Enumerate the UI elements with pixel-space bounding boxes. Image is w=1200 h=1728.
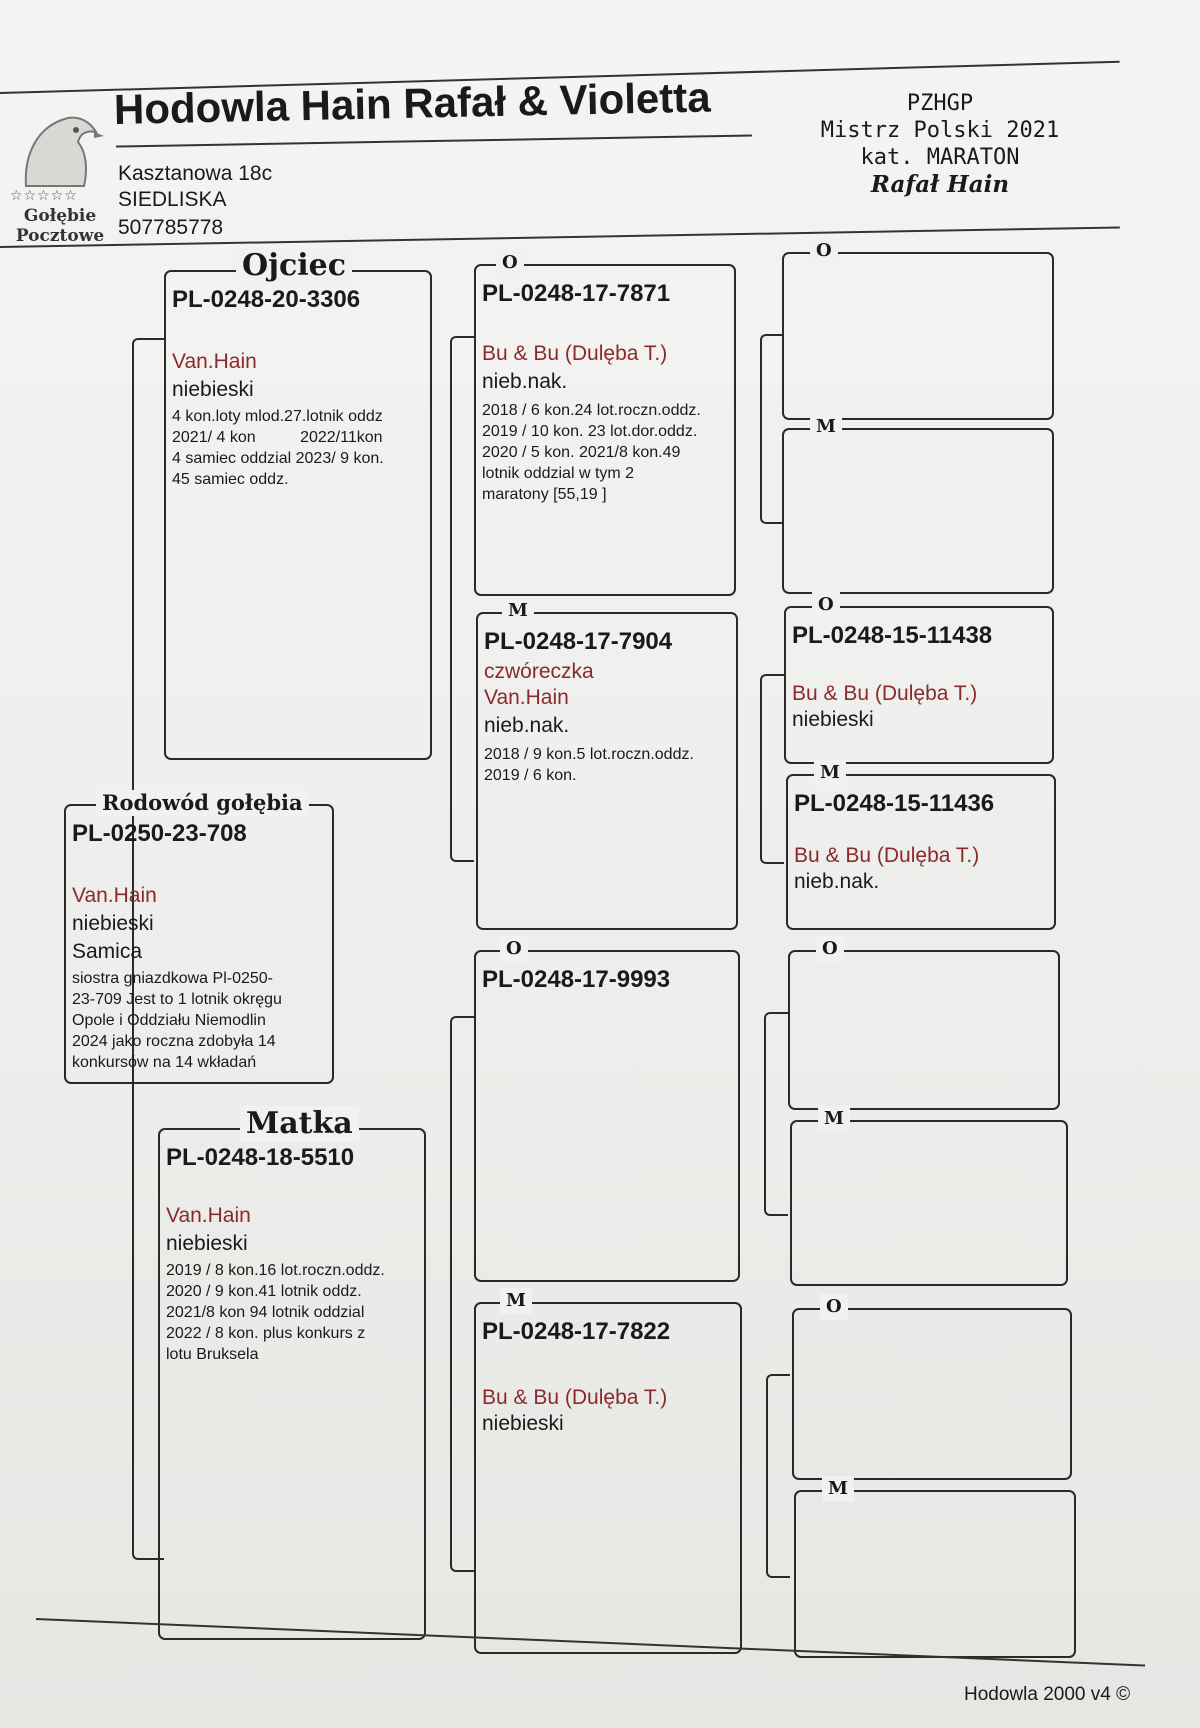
breeder-signature: Rafał Hain [870, 171, 1010, 198]
mother-note-5: lotu Bruksela [166, 1346, 259, 1363]
mother-card[interactable] [158, 1106, 426, 1640]
ggp-6-legend: M [818, 1106, 850, 1132]
award-category: kat. MARATON [860, 145, 1020, 170]
software-credit: Hodowla 2000 v4 © [964, 1684, 1131, 1705]
ff-card[interactable] [474, 252, 736, 596]
ggp-4-color: nieb.nak. [794, 870, 880, 893]
address-city: SIEDLISKA [118, 188, 227, 211]
father-ring: PL-0248-20-3306 [172, 286, 361, 313]
mother-note-2: 2020 / 9 kon.41 lotnik oddz. [166, 1283, 362, 1300]
mother-note-1: 2019 / 8 kon.16 lot.roczn.oddz. [166, 1262, 385, 1279]
mm-legend: M [500, 1288, 532, 1314]
father-note-1: 4 kon.loty mlod.27.lotnik oddz [172, 408, 383, 425]
mother-note-3: 2021/8 kon 94 lotnik oddzial [166, 1304, 365, 1321]
subject-note-4: 2024 jako roczna zdobyła 14 [72, 1033, 276, 1050]
connector-ff [760, 334, 784, 524]
fm-breeder: Van.Hain [484, 686, 569, 709]
connector-father [450, 336, 474, 862]
ggp-3-legend: O [812, 592, 840, 618]
award-title: Mistrz Polski 2021 [820, 118, 1060, 143]
subject-note-5: konkursów na 14 wkładań [72, 1054, 257, 1071]
subject-note-1: siostra gniazdkowa Pl-0250- [72, 970, 273, 987]
ff-note-3: 2020 / 5 kon. 2021/8 kon.49 [482, 444, 681, 461]
mother-ring: PL-0248-18-5510 [166, 1144, 355, 1171]
ggp-card-3[interactable] [784, 594, 1054, 764]
ggp-card-4[interactable] [786, 762, 1056, 930]
ggp-card-1[interactable] [782, 240, 1054, 420]
award-block [820, 90, 1060, 198]
fm-color: nieb.nak. [484, 714, 570, 737]
fm-legend: M [502, 598, 534, 624]
mm-card[interactable] [474, 1290, 742, 1654]
ggp-card-2[interactable] [782, 416, 1054, 594]
subject-card[interactable] [64, 790, 334, 1084]
subject-note-3: Opole i Oddziału Niemodlin [72, 1012, 266, 1029]
ff-note-2: 2019 / 10 kon. 23 lot.dor.oddz. [482, 423, 698, 440]
fm-name: czwóreczka [484, 660, 594, 683]
mother-breeder: Van.Hain [166, 1204, 251, 1227]
ggp-5-legend: O [816, 936, 844, 962]
ff-note-4: lotnik oddzial w tym 2 [482, 465, 635, 482]
mm-color: niebieski [482, 1412, 564, 1435]
mf-legend: O [500, 936, 528, 962]
ff-note-1: 2018 / 6 kon.24 lot.roczn.oddz. [482, 402, 701, 419]
address-street: Kasztanowa 18c [118, 162, 273, 185]
ff-legend: O [496, 250, 524, 276]
connector-fm [760, 674, 784, 864]
ff-note-5: maratony [55,19 ] [482, 486, 607, 503]
ggp-3-breeder: Bu & Bu (Dulęba T.) [792, 682, 978, 705]
ggp-4-breeder: Bu & Bu (Dulęba T.) [794, 844, 980, 867]
subject-note-2: 23-709 Jest to 1 lotnik okręgu [72, 991, 282, 1008]
fm-card[interactable] [476, 600, 738, 930]
logo-text-line2: Pocztowe [15, 226, 105, 246]
mf-ring: PL-0248-17-9993 [482, 966, 671, 993]
father-note-3: 4 samiec oddzial 2023/ 9 kon. [172, 450, 384, 467]
address-phone: 507785778 [118, 216, 224, 239]
ff-breeder: Bu & Bu (Dulęba T.) [482, 342, 668, 365]
connector-mf [764, 1012, 788, 1216]
ggp-card-5[interactable] [788, 938, 1060, 1110]
connector-mm [766, 1374, 790, 1578]
ggp-7-legend: O [820, 1294, 848, 1320]
father-breeder: Van.Hain [172, 350, 257, 373]
ggp-8-legend: M [822, 1476, 854, 1502]
ggp-4-ring: PL-0248-15-11436 [794, 790, 995, 817]
ggp-3-color: niebieski [792, 708, 874, 731]
subject-sex: Samica [72, 940, 143, 963]
fm-note-1: 2018 / 9 kon.5 lot.roczn.oddz. [484, 746, 694, 763]
ggp-2-legend: M [810, 414, 842, 440]
ggp-1-legend: O [810, 238, 838, 264]
subject-color: niebieski [72, 912, 154, 935]
pigeon-head-icon [6, 106, 106, 190]
ggp-card-7[interactable] [792, 1296, 1072, 1480]
connector-mother [450, 1016, 474, 1572]
father-card[interactable] [164, 248, 432, 760]
mother-legend: Matka [240, 1106, 359, 1142]
title-underline [116, 134, 752, 147]
ggp-card-8[interactable] [794, 1478, 1076, 1658]
mother-note-4: 2022 / 8 kon. plus konkurs z [166, 1325, 366, 1342]
org-name: PZHGP [906, 91, 974, 116]
loft-title: Hodowla Hain Rafał & Violetta [113, 73, 712, 133]
mm-breeder: Bu & Bu (Dulęba T.) [482, 1386, 668, 1409]
rating-stars: ☆☆☆☆☆ [10, 188, 78, 204]
father-note-4: 45 samiec oddz. [172, 471, 289, 488]
father-legend: Ojciec [236, 248, 352, 284]
subject-breeder: Van.Hain [72, 884, 157, 907]
father-note-2: 2021/ 4 kon 2022/11kon [172, 429, 383, 446]
fm-note-2: 2019 / 6 kon. [484, 767, 577, 784]
ggp-4-legend: M [814, 760, 846, 786]
ff-ring: PL-0248-17-7871 [482, 280, 671, 307]
pigeon-logo [6, 106, 110, 248]
mf-card[interactable] [474, 938, 740, 1282]
ff-color: nieb.nak. [482, 370, 568, 393]
subject-legend: Rodowód gołębia [96, 790, 309, 816]
ggp-card-6[interactable] [790, 1108, 1068, 1286]
ggp-3-ring: PL-0248-15-11438 [792, 622, 993, 649]
subject-ring: PL-0250-23-708 [72, 820, 247, 847]
fm-ring: PL-0248-17-7904 [484, 628, 673, 655]
logo-text-line1: Gołębie [23, 206, 97, 226]
mother-color: niebieski [166, 1232, 248, 1255]
father-color: niebieski [172, 378, 254, 401]
mm-ring: PL-0248-17-7822 [482, 1318, 671, 1345]
